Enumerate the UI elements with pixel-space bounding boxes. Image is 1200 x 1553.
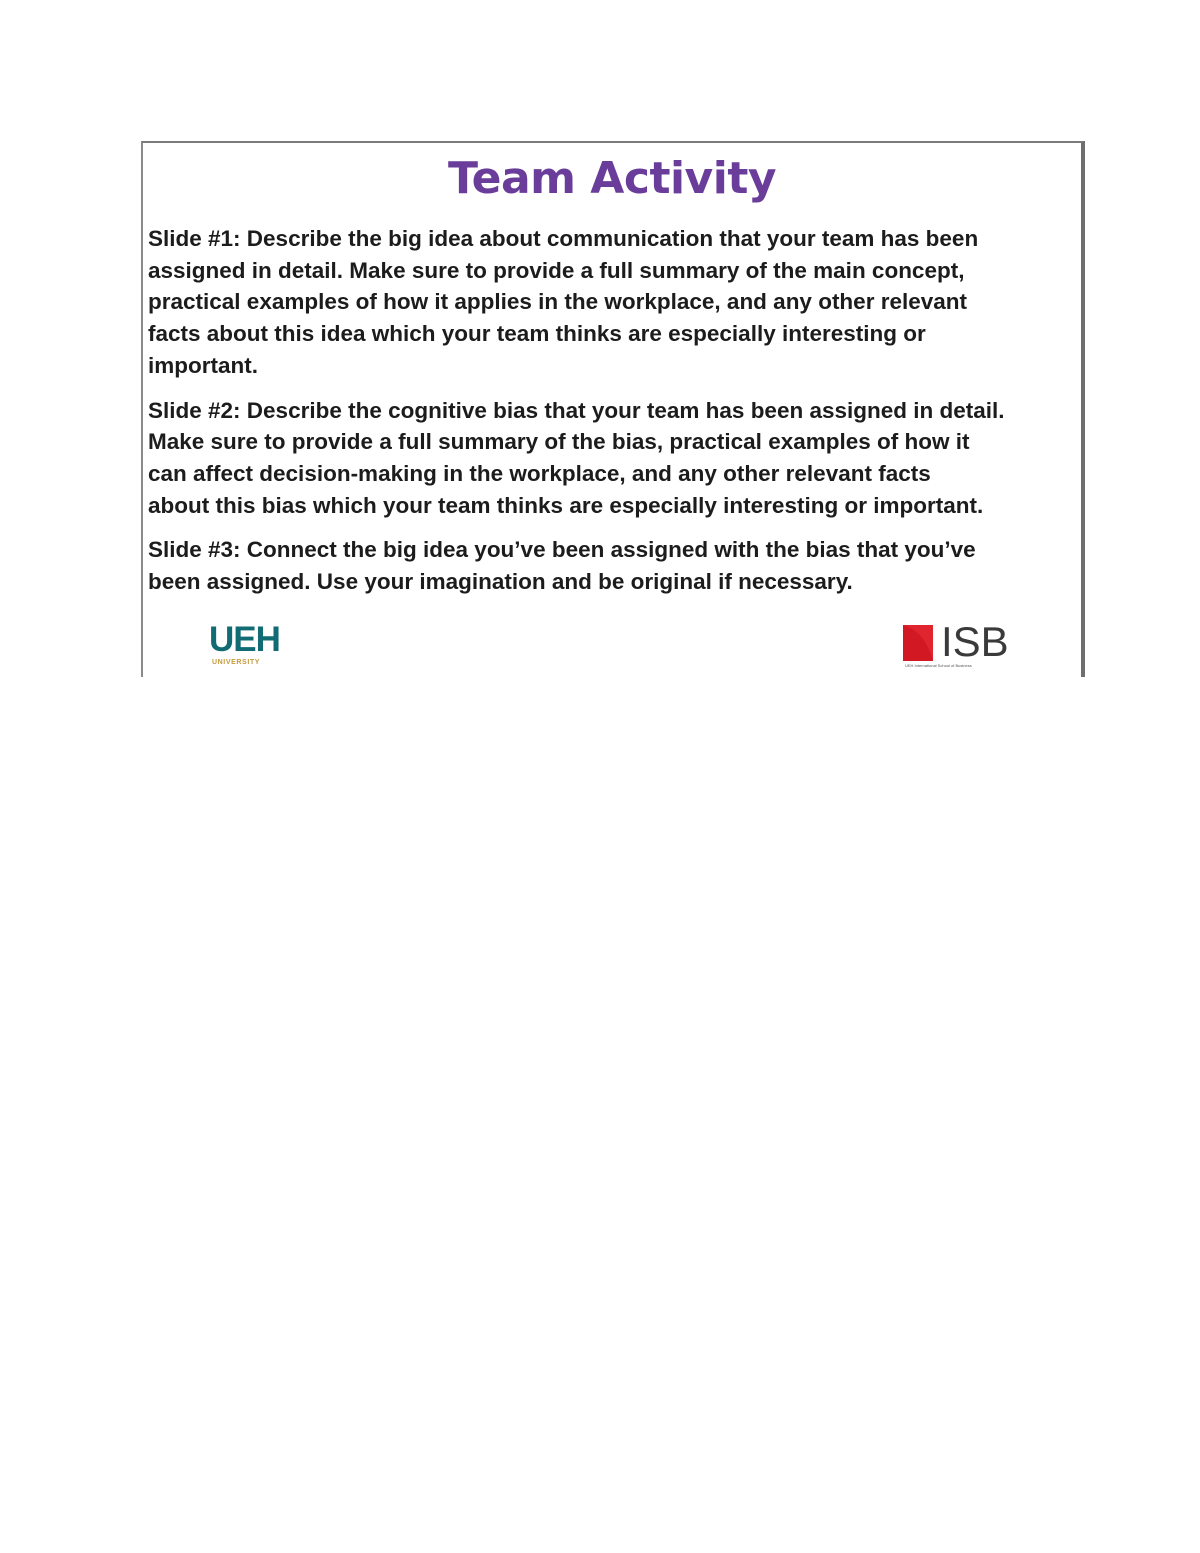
isb-logo-subtext: UEH International School of Business bbox=[905, 663, 972, 668]
slide bbox=[141, 141, 1085, 677]
text-line: facts about this idea which your team thinks are especially interesting or bbox=[148, 321, 926, 347]
paragraph-slide-2 bbox=[148, 395, 1080, 522]
ueh-logo-text: UEH bbox=[209, 620, 280, 659]
slide-body bbox=[148, 223, 1080, 611]
isb-logo-text: ISB bbox=[941, 618, 1009, 665]
isb-logo-mark-icon bbox=[903, 625, 939, 661]
text-line: assigned in detail. Make sure to provide a full summary of the main concept, bbox=[148, 257, 965, 283]
isb-logo bbox=[903, 618, 1023, 671]
text-line: Make sure to provide a full summary of the bias, practical examples of how it bbox=[148, 429, 970, 455]
paragraph-slide-1 bbox=[148, 223, 1080, 382]
text-line: been assigned. Use your imagination and be original if necessary. bbox=[148, 569, 853, 595]
text-line: can affect decision-making in the workplace, and any other relevant facts bbox=[148, 460, 931, 486]
ueh-logo-subtext: UNIVERSITY bbox=[212, 659, 261, 666]
slide-title: Team Activity bbox=[447, 153, 777, 204]
ueh-logo bbox=[209, 621, 289, 671]
paragraph-slide-3 bbox=[148, 534, 1080, 597]
text-line: Slide #2: Describe the cognitive bias that your team has been assigned in detail. bbox=[148, 397, 1005, 423]
text-line: Slide #1: Describe the big idea about communication that your team has been bbox=[148, 226, 979, 251]
text-line: about this bias which your team thinks are especially interesting or important. bbox=[148, 492, 984, 518]
text-line: important. bbox=[148, 352, 258, 378]
text-line: Slide #3: Connect the big idea you’ve been assigned with the bias that you’ve bbox=[148, 537, 976, 563]
text-line: practical examples of how it applies in the workplace, and any other relevant bbox=[148, 289, 967, 315]
